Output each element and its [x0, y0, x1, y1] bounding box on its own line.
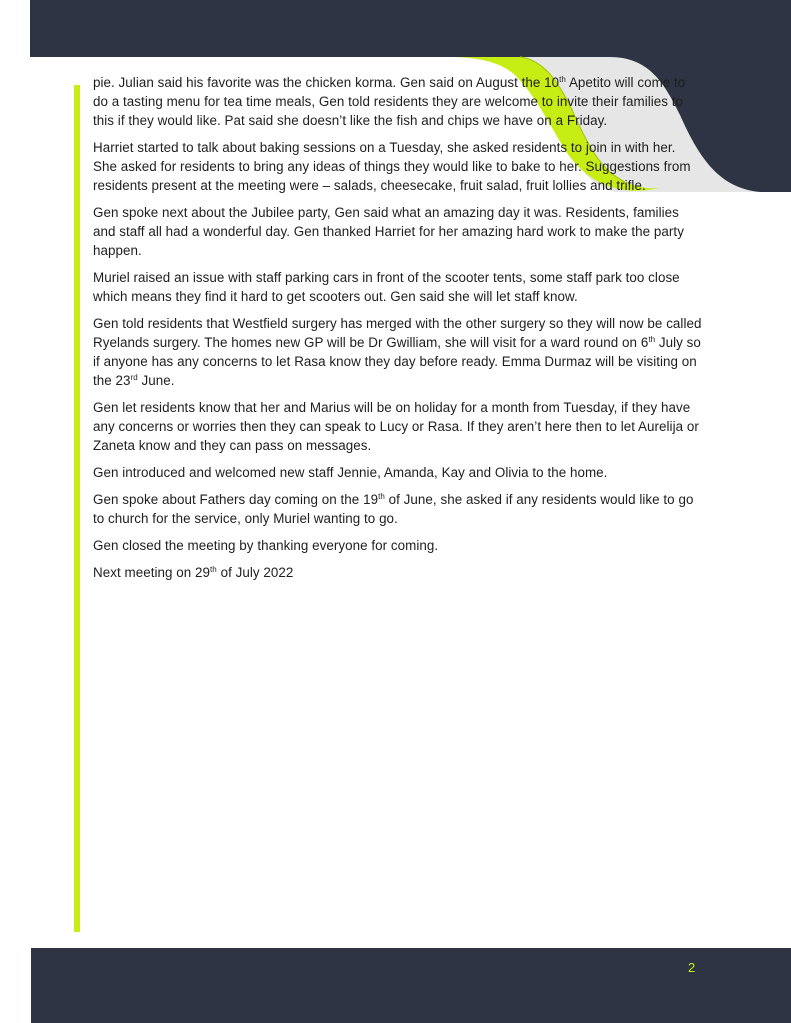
paragraph [93, 463, 703, 482]
footer-band [31, 948, 791, 1023]
paragraph [93, 73, 703, 130]
paragraph-text: Gen spoke about Fathers day coming on the 19 [93, 492, 379, 507]
paragraph-text: July so if anyone has any concerns to let Rasa know they day before ready. Emma Durmaz will be visiting on the 23 [93, 335, 701, 388]
paragraph [93, 203, 703, 260]
paragraph-text: of June, she asked if any residents would like to go to church for the service, only Muriel wanting to go. [93, 492, 694, 526]
paragraph-text: Harriet started to talk about baking sessions on a Tuesday, she asked residents to join in with her. She asked for residents to bring any ideas of things they would like to bake to her. Suggestions from residents present at the meeting were – salads, cheesecake, fruit salad, fruit lollies and trifle. [93, 140, 691, 193]
paragraph [93, 490, 703, 528]
paragraph-text: pie. Julian said his favorite was the chicken korma. Gen said on August the 10 [93, 75, 560, 90]
paragraph-text: June. [137, 373, 175, 388]
ordinal-suffix: th [648, 335, 656, 344]
paragraph-text: Next meeting on 29 [93, 565, 211, 580]
paragraph [93, 398, 703, 455]
ordinal-suffix: rd [130, 373, 138, 382]
paragraph [93, 536, 703, 555]
paragraph-text: Gen let residents know that her and Marius will be on holiday for a month from Tuesday, if they have any concerns or worries then they can speak to Lucy or Rasa. If they aren’t here then to let Aurelija or Zaneta know and they can pass on messages. [93, 400, 699, 453]
paragraph [93, 268, 703, 306]
paragraph [93, 138, 703, 195]
paragraph-text: Gen closed the meeting by thanking everyone for coming. [93, 538, 439, 553]
ordinal-suffix: th [210, 565, 217, 574]
paragraph-text: Apetito will come to do a tasting menu for tea time meals, Gen told residents they are welcome to invite their families to this if they would like. Pat said she doesn’t like the fish and chips we have on a Friday. [93, 75, 686, 128]
paragraph [93, 563, 703, 582]
paragraph-text: Gen spoke next about the Jubilee party, Gen said what an amazing day it was. Residents, families and staff all had a wonderful day. Gen thanked Harriet for her amazing hard work to make the party happen. [93, 205, 684, 258]
paragraph-text: Gen introduced and welcomed new staff Jennie, Amanda, Kay and Olivia to the home. [93, 465, 608, 480]
paragraph [93, 314, 703, 390]
paragraph-text: Muriel raised an issue with staff parking cars in front of the scooter tents, some staff park too close which means they find it hard to get scooters out. Gen said she will let staff know. [93, 270, 680, 304]
ordinal-suffix: th [559, 75, 566, 84]
paragraph-text: Gen told residents that Westfield surgery has merged with the other surgery so they will now be called Ryelands surgery. The homes new GP will be Dr Gwilliam, she will visit for a ward round on 6 [93, 316, 702, 350]
paragraph-text: of July 2022 [216, 565, 294, 580]
body-text [93, 73, 703, 590]
left-accent-bar [74, 85, 80, 932]
page-number: 2 [688, 960, 696, 975]
ordinal-suffix: th [378, 492, 385, 501]
